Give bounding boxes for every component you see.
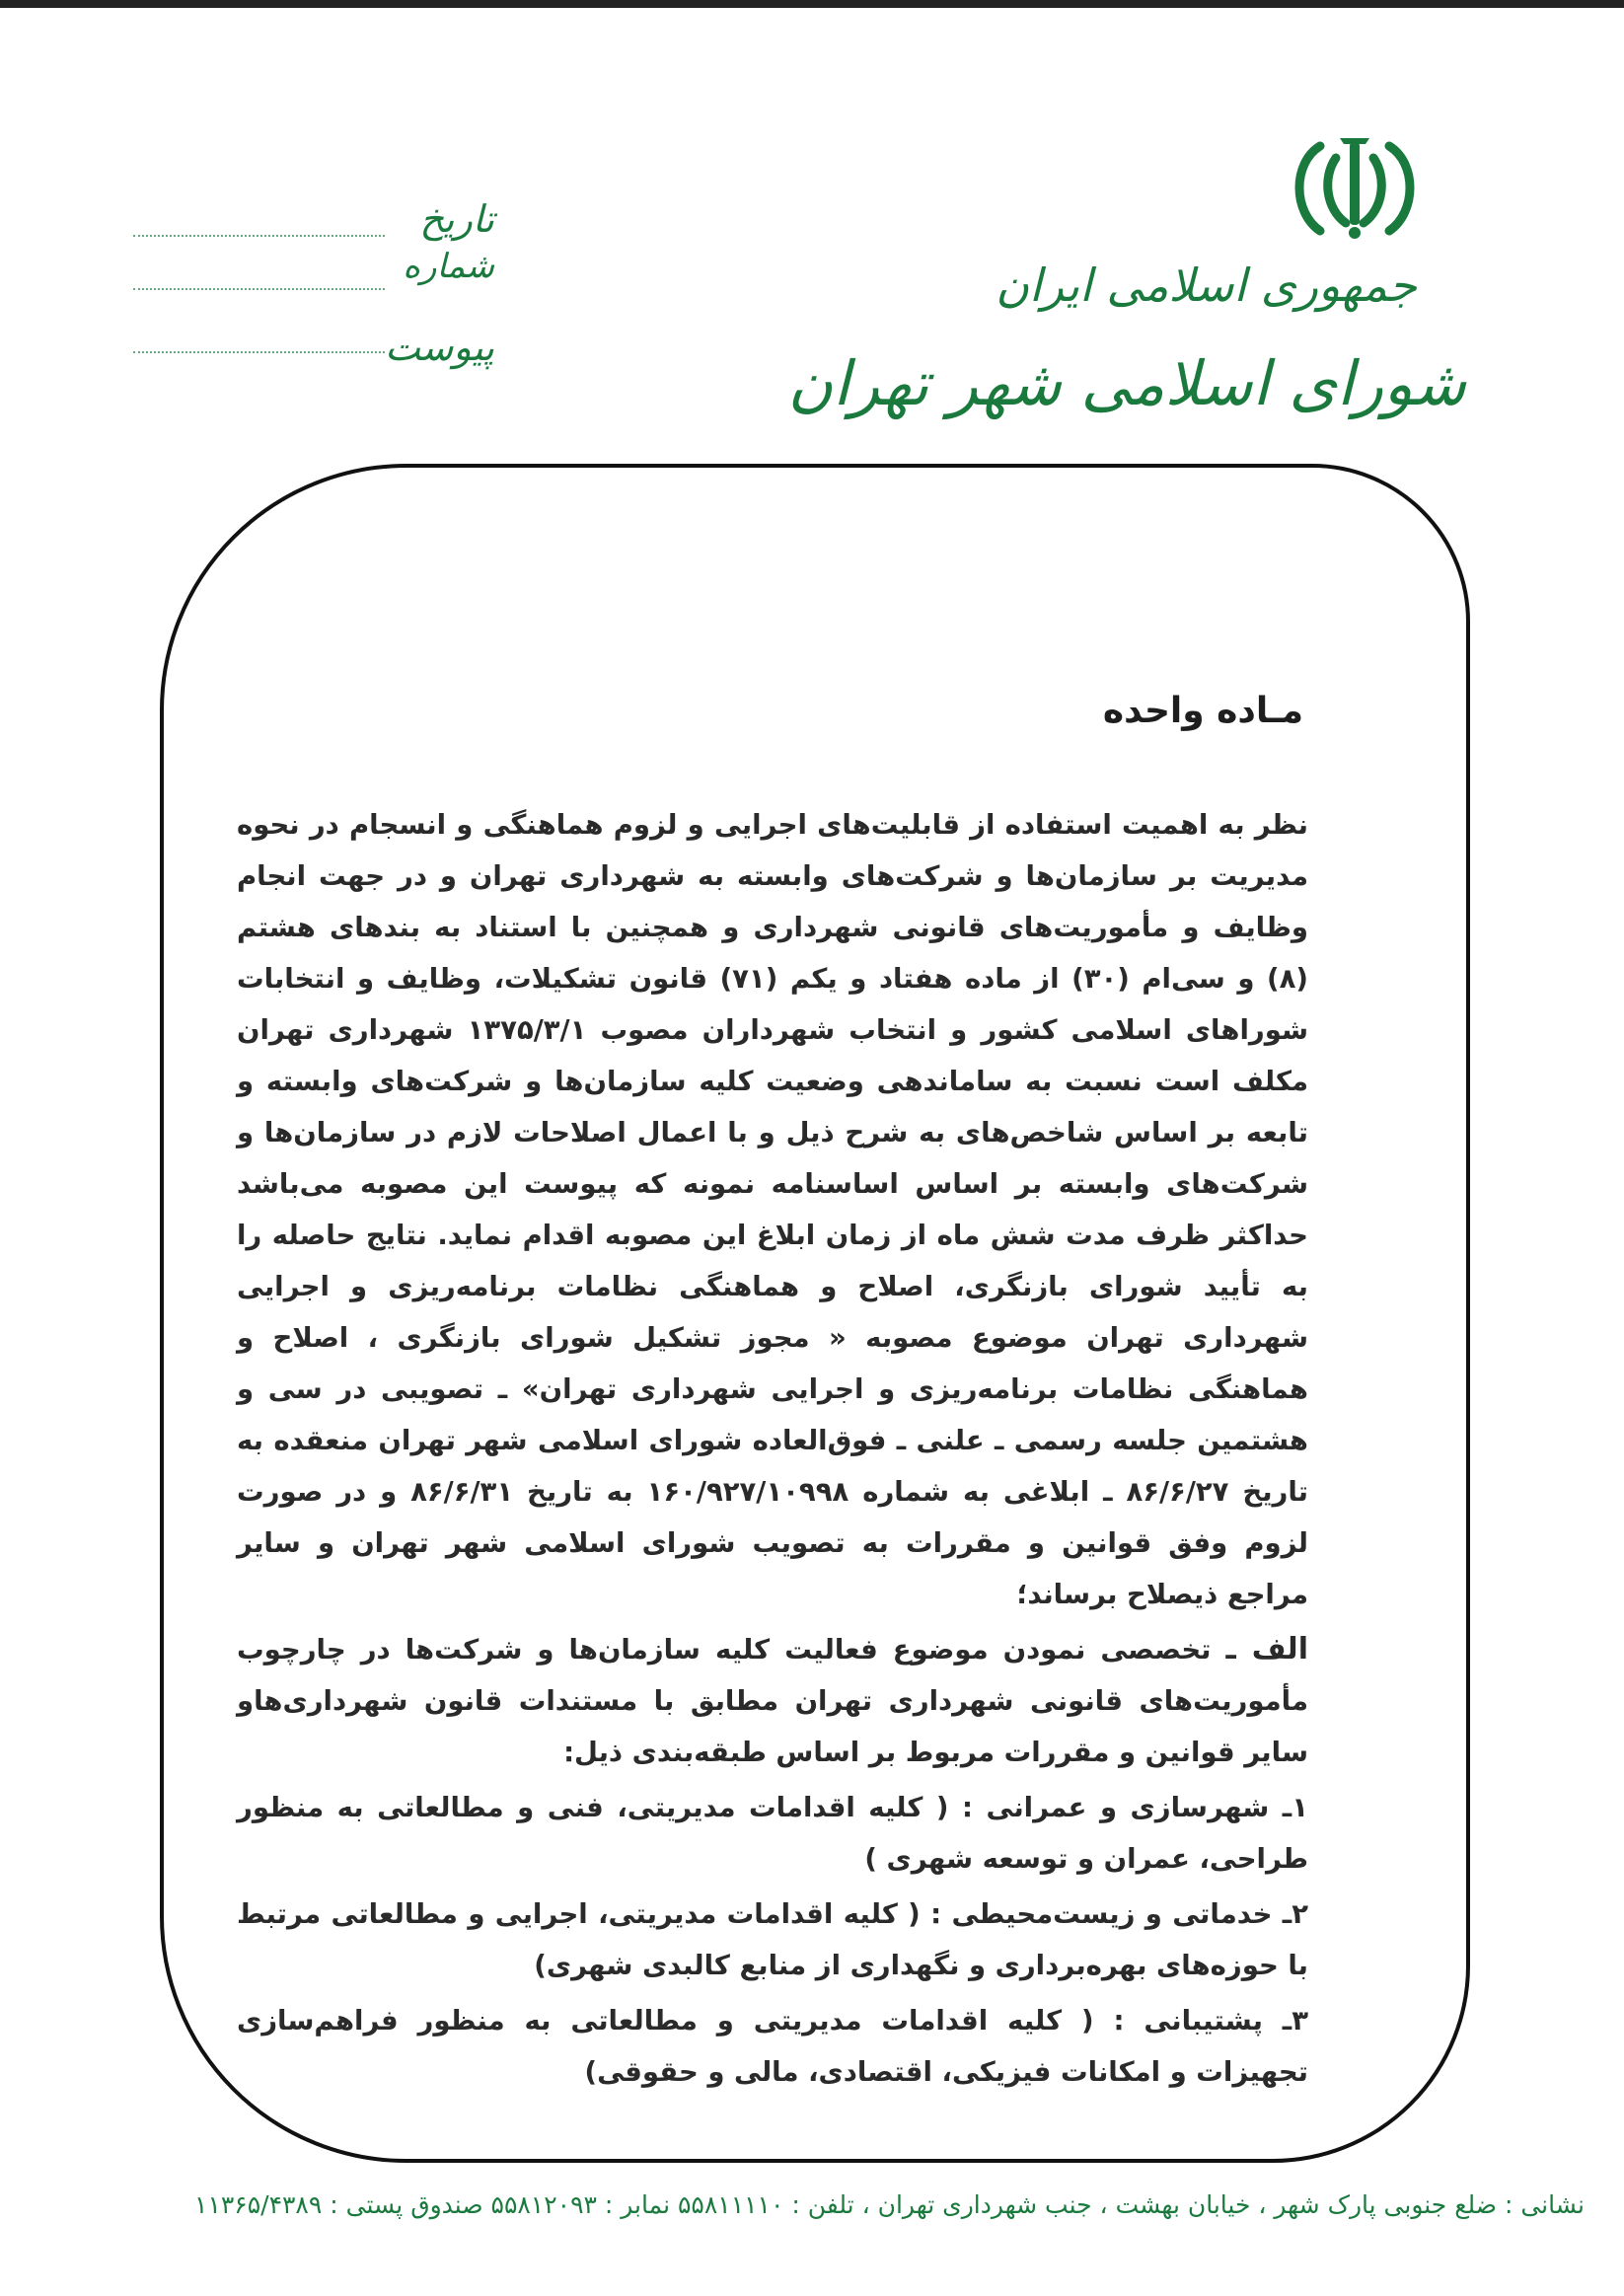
section-a-text: تخصصی نمودن موضوع فعالیت کلیه سازمان‌ها و شرکت‌ها در چارچوب مأموریت‌های قانونی شهرداری تهران مطابق با مستندات قانون شهرداری‌هاو سایر قوانین و مقررات مربوط بر اساس طبقه‌بندی ذیل: — [237, 1634, 1308, 1768]
council-title: شورای اسلامی شهر تهران — [787, 347, 1466, 419]
date-label: تاریخ — [419, 197, 494, 241]
document-title: مـاده واحده — [1102, 691, 1303, 731]
republic-title: جمهوری اسلامی ایران — [996, 259, 1417, 312]
intro-paragraph: نظر به اهمیت استفاده از قابلیت‌های اجرایی و لزوم هماهنگی و انسجام در نحوه مدیریت بر سازمان‌ها و شرکت‌های وابسته به شهرداری تهران و در جهت انجام وظایف و مأموریت‌های قانونی شهرداری و همچنین با استناد به بندهای هشتم (۸) و سی‌ام (۳۰) از ماده هفتاد و یکم (۷۱) قانون تشکیلات، وظایف و انتخابات شوراهای اسلامی کشور و انتخاب شهرداران مصوب ۱۳۷۵/۳/۱ شهرداری تهران مکلف است نسبت به ساماندهی وضعیت کلیه سازمان‌ها و شرکت‌های وابسته و تابعه بر اساس شاخص‌های به شرح ذیل و با اعمال اصلاحات لازم در سازمان‌ها و شرکت‌های وابسته بر اساس اساسنامه نمونه که پیوست این مصوبه می‌باشد حداکثر ظرف مدت شش ماه از زمان ابلاغ این مصوبه اقدام نماید. نتایج حاصله را به تأیید شورای بازنگری، اصلاح و هماهنگی نظامات برنامه‌ریزی و اجرایی شهرداری تهران موضوع مصوبه « مجوز تشکیل شورای بازنگری ، اصلاح و هماهنگی نظامات برنامه‌ریزی و اجرایی شهرداری تهران» ـ تصویبی در سی و هشتمین جلسه رسمی ـ علنی ـ فوق‌العاده شورای اسلامی شهر تهران منعقده به تاریخ ۸۶/۶/۲۷ ـ ابلاغی به شماره ۱۶۰/۹۲۷/۱۰۹۹۸ به تاریخ ۸۶/۶/۳۱ و در صورت لزوم وفق قوانین و مقررات به تصویب شورای اسلامی شهر تهران و سایر مراجع ذیصلاح برساند؛ — [237, 809, 1309, 1610]
list-item: ۱ـ شهرسازی و عمرانی : ( کلیه اقدامات مدیریتی، فنی و مطالعاتی به منظور طراحی، عمران و توسعه شهری ) — [237, 1792, 1308, 1875]
scan-edge — [0, 0, 1624, 8]
attachment-label: پیوست — [385, 326, 494, 369]
footer-address: نشانی : ضلع جنوبی پارک شهر ، خیابان بهشت ، جنب شهرداری تهران ، تلفن : ۵۵۸۱۱۱۱۰ نمابر : ۵۵۸۱۲۰۹۳ صندوق پستی : ۱۱۳۶۵/۴۳۸۹ — [194, 2190, 1585, 2219]
list-item: ۳ـ پشتیبانی : ( کلیه اقدامات مدیریتی و مطالعاتی به منظور فراهم‌سازی تجهیزات و امکانات فیزیکی، اقتصادی، مالی و حقوقی) — [237, 2005, 1308, 2088]
date-line — [133, 235, 385, 237]
section-a-label: الف ـ — [1225, 1632, 1308, 1666]
number-line — [133, 288, 385, 290]
number-label: شماره — [403, 247, 494, 286]
iran-emblem-icon — [1281, 128, 1429, 247]
document-body — [237, 799, 1308, 2102]
list-item: ۲ـ خدماتی و زیست‌محیطی : ( کلیه اقدامات مدیریتی، اجرایی و مطالعاتی مرتبط با حوزه‌های بهره‌برداری و نگهداری از منابع کالبدی شهری) — [237, 1898, 1308, 1981]
attachment-line — [133, 351, 385, 353]
section-a — [237, 1624, 1308, 1778]
